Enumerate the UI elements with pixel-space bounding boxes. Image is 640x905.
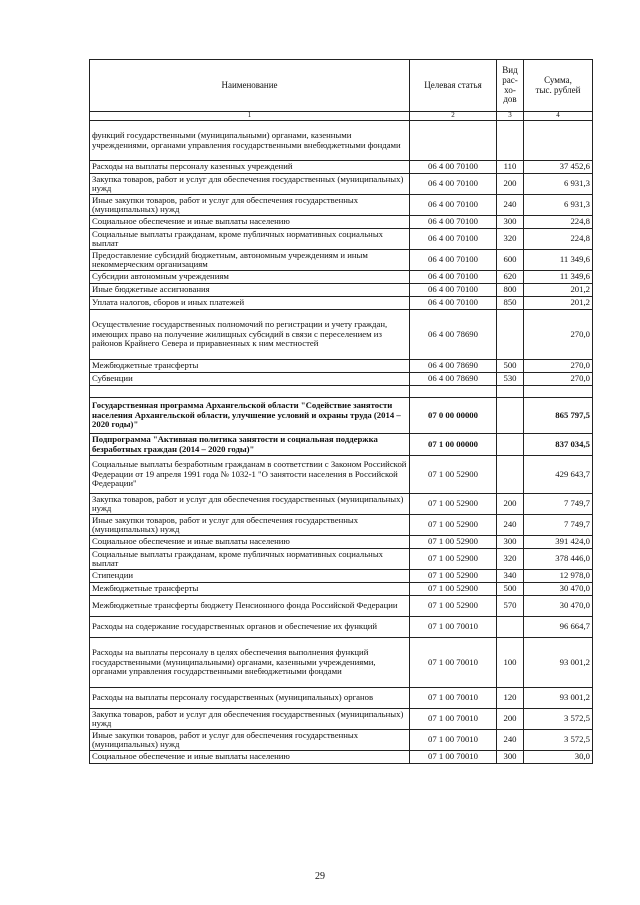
row-code: 06 4 00 70100 (410, 284, 497, 297)
row-name: Закупка товаров, работ и услуг для обеспечения государственных (муниципальных) нужд (90, 709, 410, 730)
row-sum: 6 931,3 (524, 195, 593, 216)
row-code: 06 4 00 70100 (410, 161, 497, 174)
row-name: Иные бюджетные ассигнования (90, 284, 410, 297)
row-sum: 865 797,5 (524, 398, 593, 434)
row-code: 06 4 00 78690 (410, 310, 497, 360)
budget-table (89, 59, 593, 764)
header-name: Наименование (90, 60, 410, 112)
row-sum (524, 386, 593, 398)
table-row (90, 730, 593, 751)
row-sum: 6 931,3 (524, 174, 593, 195)
row-name: Межбюджетные трансферты (90, 583, 410, 596)
table-row (90, 638, 593, 688)
row-name: Социальное обеспечение и иные выплаты населению (90, 536, 410, 549)
row-type: 500 (497, 583, 524, 596)
row-type (497, 434, 524, 456)
row-code: 07 1 00 70010 (410, 638, 497, 688)
row-name: Социальное обеспечение и иные выплаты населению (90, 216, 410, 229)
row-code: 07 1 00 52900 (410, 549, 497, 570)
row-code: 07 1 00 70010 (410, 617, 497, 638)
table-row (90, 284, 593, 297)
row-sum: 7 749,7 (524, 515, 593, 536)
row-type: 300 (497, 536, 524, 549)
row-type: 570 (497, 596, 524, 617)
row-type: 240 (497, 195, 524, 216)
row-code: 07 1 00 52900 (410, 456, 497, 494)
row-code: 06 4 00 70100 (410, 229, 497, 250)
row-code: 07 1 00 70010 (410, 751, 497, 764)
table-row (90, 398, 593, 434)
row-sum: 270,0 (524, 360, 593, 373)
header-type-line: Вид (502, 65, 518, 76)
row-sum: 270,0 (524, 310, 593, 360)
row-name: Социальные выплаты гражданам, кроме публичных нормативных социальных выплат (90, 549, 410, 570)
header-code: Целевая статья (410, 60, 497, 112)
row-code: 06 4 00 70100 (410, 195, 497, 216)
row-sum: 30 470,0 (524, 583, 593, 596)
row-type: 300 (497, 751, 524, 764)
table-row (90, 536, 593, 549)
row-type (497, 398, 524, 434)
row-code: 07 1 00 00000 (410, 434, 497, 456)
row-type: 500 (497, 360, 524, 373)
table-row (90, 549, 593, 570)
row-name: Закупка товаров, работ и услуг для обеспечения государственных (муниципальных) нужд (90, 494, 410, 515)
row-sum: 270,0 (524, 373, 593, 386)
row-type: 300 (497, 216, 524, 229)
row-name: Социальное обеспечение и иные выплаты населению (90, 751, 410, 764)
table-row (90, 250, 593, 271)
table-row (90, 195, 593, 216)
row-sum (524, 121, 593, 161)
row-code: 07 1 00 52900 (410, 596, 497, 617)
table-row (90, 617, 593, 638)
header-type-line: дов (503, 94, 517, 105)
row-code (410, 121, 497, 161)
row-name: Государственная программа Архангельской области "Содействие занятости населения Архангельской области, улучшение условий и охраны труда (2014 – 2020 годы)" (90, 398, 410, 434)
row-code: 07 1 00 70010 (410, 688, 497, 709)
row-type (497, 386, 524, 398)
table-row (90, 751, 593, 764)
row-sum: 429 643,7 (524, 456, 593, 494)
table-row (90, 161, 593, 174)
row-code: 07 1 00 52900 (410, 494, 497, 515)
row-name: Иные закупки товаров, работ и услуг для обеспечения государственных (муниципальных) нужд (90, 195, 410, 216)
table-row (90, 456, 593, 494)
table-row (90, 570, 593, 583)
row-name: Субвенции (90, 373, 410, 386)
table-row (90, 386, 593, 398)
row-name: Закупка товаров, работ и услуг для обеспечения государственных (муниципальных) нужд (90, 174, 410, 195)
row-type: 600 (497, 250, 524, 271)
row-sum: 224,8 (524, 216, 593, 229)
row-code (410, 386, 497, 398)
row-sum: 96 664,7 (524, 617, 593, 638)
row-name: Уплата налогов, сборов и иных платежей (90, 297, 410, 310)
row-name: Осуществление государственных полномочий по регистрации и учету граждан, имеющих право на получение жилищных субсидий в связи с переселением из районов Крайнего Севера и приравненных к ним местностей (90, 310, 410, 360)
column-number-row (90, 112, 593, 121)
row-sum: 837 034,5 (524, 434, 593, 456)
row-code: 07 1 00 52900 (410, 570, 497, 583)
table-row (90, 709, 593, 730)
row-type: 200 (497, 174, 524, 195)
table-row (90, 515, 593, 536)
row-type: 200 (497, 494, 524, 515)
table-row (90, 596, 593, 617)
table-row (90, 216, 593, 229)
row-sum: 378 446,0 (524, 549, 593, 570)
table-row (90, 297, 593, 310)
row-code: 06 4 00 78690 (410, 373, 497, 386)
table-row (90, 360, 593, 373)
row-name: Подпрограмма "Активная политика занятости и социальная поддержка безработных граждан (2014 – 2020 годы)" (90, 434, 410, 456)
row-type: 200 (497, 709, 524, 730)
row-name: Расходы на содержание государственных органов и обеспечение их функций (90, 617, 410, 638)
column-number: 1 (90, 112, 410, 121)
row-name: Иные закупки товаров, работ и услуг для обеспечения государственных (муниципальных) нужд (90, 515, 410, 536)
row-code: 07 1 00 70010 (410, 709, 497, 730)
row-sum: 93 001,2 (524, 688, 593, 709)
row-sum: 224,8 (524, 229, 593, 250)
table-row (90, 494, 593, 515)
table-row (90, 174, 593, 195)
row-sum: 3 572,5 (524, 730, 593, 751)
row-code: 07 1 00 52900 (410, 515, 497, 536)
row-type: 320 (497, 229, 524, 250)
row-type: 850 (497, 297, 524, 310)
row-sum: 3 572,5 (524, 709, 593, 730)
table-row (90, 229, 593, 250)
header-row (90, 60, 593, 112)
table-row (90, 688, 593, 709)
row-code: 07 1 00 52900 (410, 536, 497, 549)
table-row (90, 310, 593, 360)
header-type-line: хо- (504, 84, 516, 95)
row-code: 06 4 00 78690 (410, 360, 497, 373)
column-number: 2 (410, 112, 497, 121)
row-name: Социальные выплаты безработным гражданам в соответствии с Законом Российской Федерации от 19 апреля 1991 года № 1032-1 "О занятости населения в Российской Федерации" (90, 456, 410, 494)
header-sum (524, 60, 593, 112)
row-code: 06 4 00 70100 (410, 216, 497, 229)
row-type: 800 (497, 284, 524, 297)
row-name: Стипендии (90, 570, 410, 583)
header-sum-line: Сумма, (544, 74, 572, 85)
table-row (90, 121, 593, 161)
table-row (90, 434, 593, 456)
row-code: 06 4 00 70100 (410, 297, 497, 310)
row-sum: 11 349,6 (524, 271, 593, 284)
header-sum-line: тыс. рублей (535, 84, 581, 95)
row-name (90, 386, 410, 398)
row-type: 530 (497, 373, 524, 386)
row-name: Предоставление субсидий бюджетным, автономным учреждениям и иным некоммерческим организациям (90, 250, 410, 271)
column-number: 3 (497, 112, 524, 121)
row-name: Расходы на выплаты персоналу казенных учреждений (90, 161, 410, 174)
table-row (90, 271, 593, 284)
row-name: Расходы на выплаты персоналу государственных (муниципальных) органов (90, 688, 410, 709)
row-code: 06 4 00 70100 (410, 271, 497, 284)
row-name: Иные закупки товаров, работ и услуг для обеспечения государственных (муниципальных) нужд (90, 730, 410, 751)
row-name: Социальные выплаты гражданам, кроме публичных нормативных социальных выплат (90, 229, 410, 250)
row-code: 06 4 00 70100 (410, 174, 497, 195)
row-sum: 201,2 (524, 284, 593, 297)
header-type (497, 60, 524, 112)
row-code: 06 4 00 70100 (410, 250, 497, 271)
row-name: функций государственными (муниципальными) органами, казенными учреждениями, органами управления государственными внебюджетными фондами (90, 121, 410, 161)
row-type: 100 (497, 638, 524, 688)
row-type: 110 (497, 161, 524, 174)
row-type: 240 (497, 730, 524, 751)
row-type (497, 310, 524, 360)
row-sum: 11 349,6 (524, 250, 593, 271)
row-type (497, 456, 524, 494)
row-sum: 93 001,2 (524, 638, 593, 688)
header-type-line: рас- (502, 74, 518, 85)
row-name: Межбюджетные трансферты (90, 360, 410, 373)
row-type: 620 (497, 271, 524, 284)
row-sum: 201,2 (524, 297, 593, 310)
row-name: Расходы на выплаты персоналу в целях обеспечения выполнения функций государственными (муниципальными) органами, казенными учреждениями, органами управления государственными внебюджетными фондами (90, 638, 410, 688)
row-type: 240 (497, 515, 524, 536)
row-sum: 37 452,6 (524, 161, 593, 174)
row-code: 07 1 00 70010 (410, 730, 497, 751)
row-type (497, 617, 524, 638)
row-code: 07 1 00 52900 (410, 583, 497, 596)
row-type: 120 (497, 688, 524, 709)
row-name: Субсидии автономным учреждениям (90, 271, 410, 284)
row-sum: 391 424,0 (524, 536, 593, 549)
row-sum: 7 749,7 (524, 494, 593, 515)
row-sum: 12 978,0 (524, 570, 593, 583)
table-row (90, 583, 593, 596)
row-type: 340 (497, 570, 524, 583)
table-row (90, 373, 593, 386)
row-code: 07 0 00 00000 (410, 398, 497, 434)
row-sum: 30,0 (524, 751, 593, 764)
row-name: Межбюджетные трансферты бюджету Пенсионного фонда Российской Федерации (90, 596, 410, 617)
row-type: 320 (497, 549, 524, 570)
row-sum: 30 470,0 (524, 596, 593, 617)
row-type (497, 121, 524, 161)
page-number: 29 (315, 871, 325, 882)
column-number: 4 (524, 112, 593, 121)
